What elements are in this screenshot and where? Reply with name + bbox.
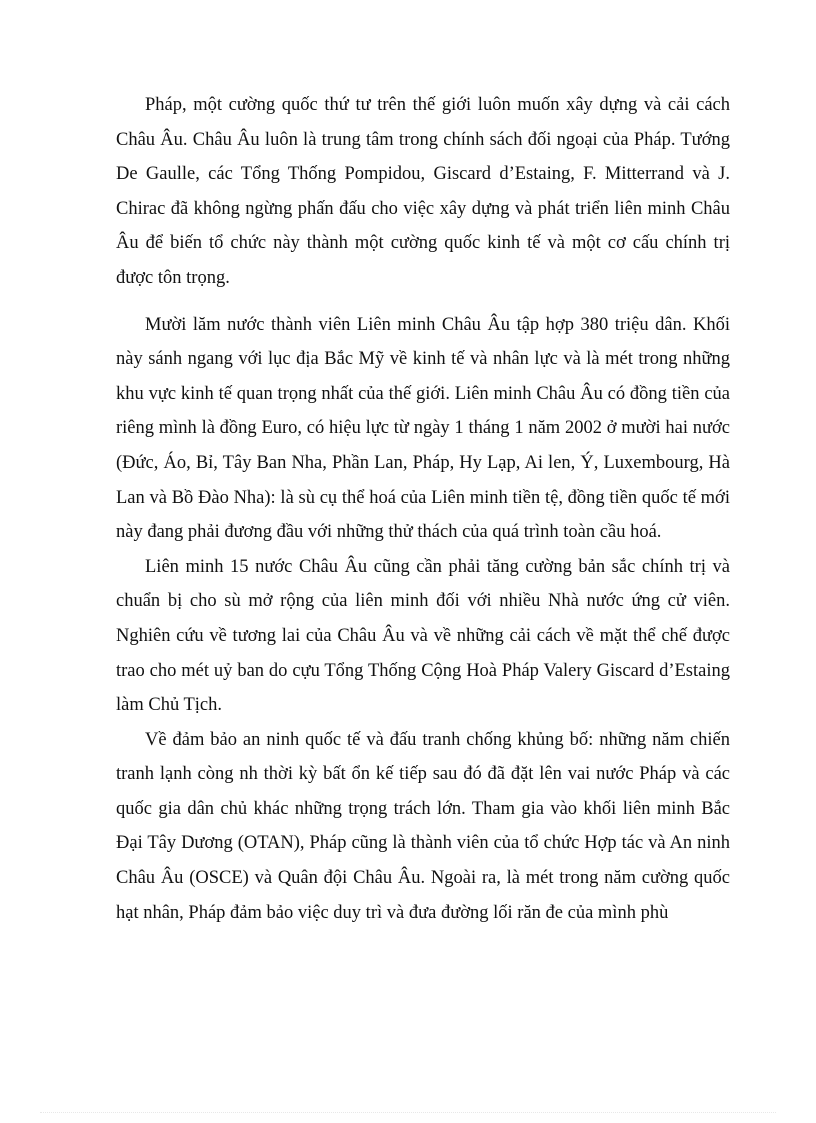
paragraph-eu-members: Mười lăm nước thành viên Liên minh Châu Âu tập hợp 380 triệu dân. Khối này sánh ngang với lục địa Bắc Mỹ về kinh tế và nhân lực và là mét trong những khu vực kinh tế quan trọng nhất của thế giới. Liên minh Châu Âu có đồng tiền của riêng mình là đồng Euro, có hiệu lực từ ngày 1 tháng 1 năm 2002 ở mười hai nước (Đức, Áo, Bỉ, Tây Ban Nha, Phần Lan, Pháp, Hy Lạp, Ai len, Ý, Luxembourg, Hà Lan và Bồ Đào Nha): là sù cụ thể hoá của Liên minh tiền tệ, đồng tiền quốc tế mới này đang phải đương đầu với những thử thách của quá trình toàn cầu hoá. — [116, 314, 730, 543]
paragraph-france-europe: Pháp, một cường quốc thứ tư trên thế giới luôn muốn xây dựng và cải cách Châu Âu. Châu Âu luôn là trung tâm trong chính sách đối ngoại của Pháp. Tướng De Gaulle, các Tổng Thống Pompidou, Giscard d’Estaing, F. Mitterrand và J. Chirac đã không ngừng phấn đấu cho việc xây dựng và phát triển liên minh Châu Âu để biến tổ chức này thành một cường quốc kinh tế và một cơ cấu chính trị được tôn trọng. — [116, 95, 730, 288]
document-body — [116, 88, 730, 930]
paragraph-eu-political-identity: Liên minh 15 nước Châu Âu cũng cần phải tăng cường bản sắc chính trị và chuẩn bị cho sù mở rộng của liên minh đối với nhiều Nhà nước ứng cử viên. Nghiên cứu về tương lai của Châu Âu và về những cải cách về mặt thể chế được trao cho mét uỷ ban do cựu Tổng Thống Cộng Hoà Pháp Valery Giscard d’Estaing làm Chủ Tịch. — [116, 556, 730, 716]
paragraph-security-terrorism: Về đảm bảo an ninh quốc tế và đấu tranh chống khủng bố: những năm chiến tranh lạnh còng nh thời kỳ bất ổn kế tiếp sau đó đã đặt lên vai nước Pháp và các quốc gia dân chủ khác những trọng trách lớn. Tham gia vào khối liên minh Bắc Đại Tây Dương (OTAN), Pháp cũng là thành viên của tổ chức Hợp tác và An ninh Châu Âu (OSCE) và Quân đội Châu Âu. Ngoài ra, là mét trong năm cường quốc hạt nhân, Pháp đảm bảo việc duy trì và đưa đường lối răn đe của mình phù — [116, 729, 730, 923]
footer-divider — [40, 1112, 776, 1113]
